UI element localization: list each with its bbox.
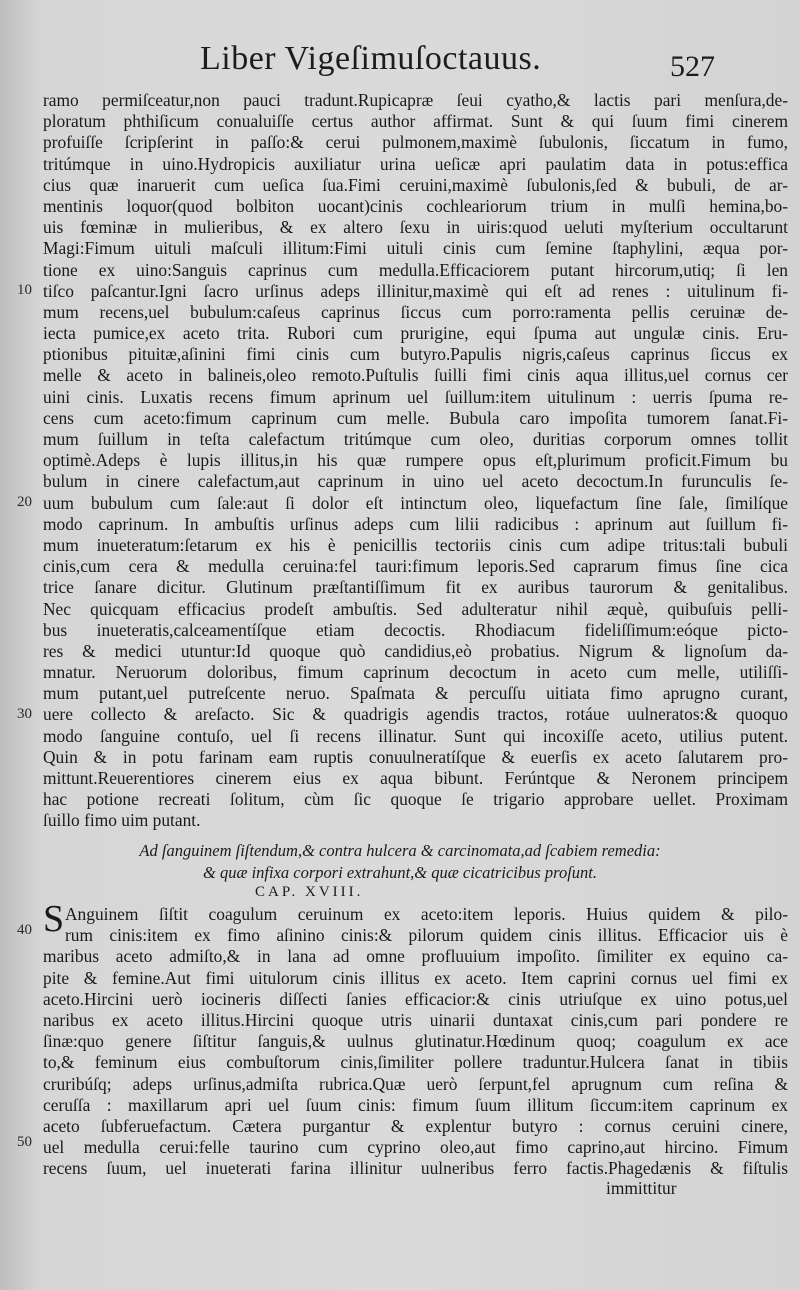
- text-line: res & medici utuntur:Id quoque quò candidius,eò probatius. Nigrum & lignoſum da-: [43, 640, 788, 661]
- text-line: ploratum phthiſicum conualuiſſe certus author affirmat. Sunt & qui ſuum fimi cinerem: [43, 111, 788, 132]
- text-line: iecta pumice,ex aceto trita. Rubori cum prurigine, equi ſpuma aut ungulæ cinis. Eru-: [43, 323, 788, 344]
- text-line: to,& feminum eius combuſtorum cinis,ſimiliter pollere traduntur.Hulcera ſanat in tibiis: [43, 1052, 788, 1073]
- text-line: trice ſanare dicitur. Glutinum præſtantiſſimum fit ex auribus taurorum & genitalibus.: [43, 577, 788, 598]
- text-line: Nec quicquam efficacius prodeſt ambuſtis. Sed adulteratur nihil æquè, quibuſuis pelli-: [43, 598, 788, 619]
- text-line: ceruſſa : maxillarum apri uel ſuum cinis: fimum ſuum illitum ſiccum:item caprinum ex: [43, 1094, 788, 1115]
- catchword: immittitur: [606, 1178, 677, 1198]
- text-line: mum inueteratum:ſetarum ex his è penicillis tectoriis cinis cum adipe tritus:tali bubuli: [43, 534, 788, 555]
- text-line: bus inueteratis,calceamentíſque etiam decoctis. Rhodiacum fideliſſimum:eóque picto-: [43, 619, 788, 640]
- text-line: ramo permiſceatur,non pauci tradunt.Rupicapræ ſeui cyatho,& lactis pari menſura,de-: [43, 90, 788, 110]
- text-line: ſuillo fimo uim putant.: [43, 810, 201, 831]
- body-text: [43, 90, 788, 832]
- text-line: Anguinem ſiſtit coagulum ceruinum ex aceto:item leporis. Huius quidem & pilo-: [65, 904, 788, 924]
- text-line: uere collecto & areſacto. Sic & quadrigis agendis tractos, rotáue uulneratos:& quoquo: [43, 704, 788, 725]
- text-line: Magi:Fimum uituli maſculi illitum:Fimi uituli cinis cum ſemine ſtaphylini, æqua por-: [43, 238, 788, 259]
- text-line: mum recens,uel bubulum:caſeus caprinus ſiccus cum porro:ramenta pellis ceruinæ de-: [43, 301, 788, 322]
- text-line: maribus aceto admiſto,& in lana ad omne profluuium impoſito. ſimiliter ex equino ca-: [43, 946, 788, 967]
- text-line: melle & aceto in balineis,oleo remoto.Puſtulis ſuilli fimi cinis aqua illitus,uel cornus cer: [43, 365, 788, 386]
- chapter-summary: [100, 840, 700, 884]
- text-line: mnatur. Neruorum doloribus, fimum caprinum decoctum in aceto cum melle, utiliſſi-: [43, 662, 788, 683]
- text-line: modo caprinum. In ambuſtis urſinus adeps cum lilii radicibus : aprinum aut ſuillum fi-: [43, 513, 788, 534]
- margin-line-number: 40: [17, 922, 32, 938]
- text-line: cinis,cum cera & medulla ceruina:fel tauri:fimum leporis.Sed caprarum fimus ſine cica: [43, 556, 788, 577]
- text-line: ptionibus pituitæ,aſinini fimi cinis cum butyro.Papulis nigris,caſeus caprinus ſiccus ex: [43, 344, 788, 365]
- text-line: uum bubulum cum ſale:aut ſi dolor eſt intinctum oleo, liquefactum ſine ſale, ſimilíque: [43, 492, 788, 513]
- running-title: Liber Vigeſimuſoctauus.: [200, 40, 542, 77]
- text-line: mentinis loquor(quod bolbiton uocant)cinis cochleariorum trium in mulſi hemina,bo-: [43, 195, 788, 216]
- text-line: profuiſſe ſcripſerint in paſſo:& cerui pulmonem,maximè ſubulonis, ſiccatum in fumo,: [43, 132, 788, 153]
- text-line: uini cinis. Luxatis recens fimum aprinum uel ſuillum:item uitulinum : uerris ſpuma re-: [43, 386, 788, 407]
- text-line: cius quæ inaruerit cum ueſica ſua.Fimi ceruini,maximè ſubulonis,ſed & bubuli, de ar-: [43, 174, 788, 195]
- text-line: Quin & in potu farinam eam ruptis conuulneratíſque & euerſis ex aceto ſalutarem pro-: [43, 746, 788, 767]
- text-line: tritúmque in uino.Hydropicis auxiliatur urina ueſicæ apri paulatim data in potus:effica: [43, 153, 788, 174]
- text-line: pite & femine.Aut fimi uitulorum cinis illitus ex aceto. Item caprini cornus uel fimi ex: [43, 967, 788, 988]
- text-line: tiſco paſcantur.Igni ſacro urſinus adeps illinitur,maximè qui eſt ad renes : uitulinum fi-: [43, 280, 788, 301]
- chapter-heading: CAP. XVIII.: [255, 884, 364, 900]
- text-line: uis fœminæ in mulieribus, & ex altero ſexu in uiris:quod ueluti myſterium occultarunt: [43, 217, 788, 238]
- margin-line-number: 50: [17, 1134, 32, 1150]
- page-number: 527: [670, 50, 715, 83]
- text-line: recens ſuum, uel inueterati farina illinitur uulneribus ferro factis.Phagedænis & fiſtulis: [43, 1158, 788, 1179]
- text-line: cens cum aceto:fimum caprinum cum melle. Bubula caro impoſita tumorem ſanat.Fi-: [43, 407, 788, 428]
- chapter-summary-line: & quæ infixa corpori extrahunt,& quæ cicatricibus proſunt.: [203, 863, 597, 882]
- text-line: naribus ex aceto illitus.Hircini quoque utris uinarii duntaxat cinis,cum pari pondere re: [43, 1009, 788, 1030]
- margin-line-number: 30: [17, 706, 32, 722]
- chapter-summary-line: Ad ſanguinem ſiſtendum,& contra hulcera & carcinomata,ad ſcabiem remedia:: [139, 841, 661, 860]
- margin-line-number: 10: [17, 282, 32, 298]
- text-line: mum putant,uel putreſcente neruo. Spaſmata & percuſſu uitiata fimo aprugno curant,: [43, 683, 788, 704]
- text-line: ſinæ:quo genere ſiſtitur ſanguis,& uulnus glutinatur.Hœdinum quoq; coagulum ex ace: [43, 1031, 788, 1052]
- text-line: modo ſanguine contuſo, uel ſi recens illinatur. Sunt qui incoxiſſe aceto, utilius putent.: [43, 725, 788, 746]
- text-line: cruribúſq; adeps urſinus,admiſta rubrica.Quæ uerò ſerpunt,fel aprugnum cum reſina &: [43, 1073, 788, 1094]
- chapter-body-text: [43, 898, 788, 1179]
- text-line: aceto ſubferuefactum. Cætera purgantur & explentur butyro : cornus ceruini cinere,: [43, 1115, 788, 1136]
- text-line: aceto.Hircini uerò iocineris diſſecti ſanies efficacior:& cinis utriuſque ex uino potus,uel: [43, 988, 788, 1009]
- drop-capital: S: [43, 898, 65, 940]
- text-line: bulum in cinere calefactum,aut caprinum in uino uel aceto decoctum.In furunculis ſe-: [43, 471, 788, 492]
- text-line: tione ex uino:Sanguis caprinus cum medulla.Efficaciorem putant hircorum,utiq; ſi len: [43, 259, 788, 280]
- text-line: mittunt.Reuerentiores cinerem eius ex aqua bibunt. Ferúntque & Neronem principem: [43, 768, 788, 788]
- text-line: uel medulla cerui:felle taurino cum cyprino oleo,aut fimo caprino,aut hircino. Fimum: [43, 1137, 788, 1158]
- text-line: hac potione recreati ſolitum, cùm ſic quoque ſe trigario approbare uellet. Proximam: [43, 789, 788, 810]
- text-line: rum cinis:item ex fimo aſinino cinis:& pilorum quidem cinis illitus. Efficacior uis è: [65, 925, 788, 946]
- text-line: optimè.Adeps è lupis illitus,in his quæ rumpere opus eſt,plurimum proficit.Fimum bu: [43, 450, 788, 471]
- margin-line-number: 20: [17, 494, 32, 510]
- text-line: mum ſuillum in teſta calefactum tritúmque cum oleo, duritias corporum omnes tollit: [43, 429, 788, 449]
